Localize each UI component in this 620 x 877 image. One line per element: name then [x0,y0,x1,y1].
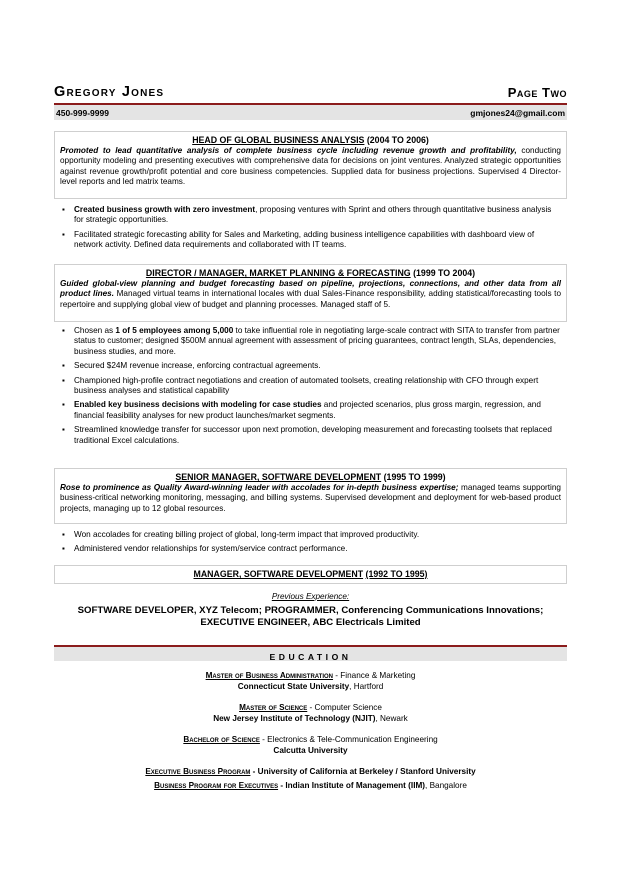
role-title: MANAGER, SOFTWARE DEVELOPMENT (1992 TO 1995) [193,569,428,579]
list-item: ▪ Championed high-profile contract negotiations and creation of automated toolsets, creating relationship with CFO through expert business analyses and statistical capability [62,376,560,397]
program-entry: Executive Business Program - University of California at Berkeley / Stanford University [145,767,476,776]
role-bullets [62,530,560,559]
contact-bar [54,103,567,120]
list-item: ▪ Secured $24M revenue increase, enforcing contractual agreements. [62,361,560,371]
list-item: ▪ Enabled key business decisions with modeling for case studies and projected scenarios, plus gross margin, regression, and financial feasibility analyses for new product launches/market segments. [62,400,560,421]
list-item: ▪ Streamlined knowledge transfer for successor upon next promotion, developing measurement and forecasting toolsets that replaced traditional Excel calculations. [62,425,560,446]
previous-experience-label: Previous Experience: [271,592,350,601]
list-item: ▪ Facilitated strategic forecasting ability for Sales and Marketing, adding business intelligence capabilities with dashboard view of network activity. Defined data requirements and collaborated with IT teams. [62,230,560,251]
role-title: HEAD OF GLOBAL BUSINESS ANALYSIS (2004 TO 2006) [192,135,429,145]
education-entry: Master of Business Administration - Finance & Marketing Connecticut State University, Hartford [205,671,416,691]
role-bullets [62,326,560,450]
education-entry: Bachelor of Science - Electronics & Tele-Communication Engineering Calcutta University [183,735,438,755]
program-entry: Business Program for Executives - Indian Institute of Management (IIM), Bangalore [154,781,467,790]
resume-header [54,84,567,102]
education-entry: Master of Science - Computer Science New Jersey Institute of Technology (NJIT), Newark [213,703,408,723]
role-summary: Guided global-view planning and budget forecasting based on pipeline, projections, connections, and other data from all product lines. Managed virtual teams in international locales with dual Sales-Finance responsibility, adding statistical/forecasting tools to repertoire and supplying global view of budget and planning processes. Managed staff of 5. [60,279,561,309]
role-title: DIRECTOR / MANAGER, MARKET PLANNING & FORECASTING (1999 TO 2004) [145,268,476,278]
role-bullets [62,205,560,255]
role-box-director [54,264,567,322]
previous-experience: SOFTWARE DEVELOPER, XYZ Telecom; PROGRAMMER, Conferencing Communications Innovations; EXECUTIVE ENGINEER, ABC Electricals Limited [77,605,544,628]
role-box-manager [54,565,567,584]
list-item: ▪ Administered vendor relationships for system/service contract performance. [62,544,560,554]
list-item: ▪ Created business growth with zero investment, proposing ventures with Sprint and others through quantitative business analysis for strategic opportunities. [62,205,560,226]
list-item: ▪ Won accolades for creating billing project of global, long-term impact that improved productivity. [62,530,560,540]
role-box-head-of-analysis [54,131,567,199]
role-box-senior-manager [54,468,567,524]
role-summary: Rose to prominence as Quality Award-winning leader with accolades for in-depth business expertise; managed teams supporting business-critical networking monitoring, messaging, and billing systems. Supervised development and deployment for web-based product projects, managing up to 12 global resources. [60,483,561,513]
list-item: ▪ Chosen as 1 of 5 employees among 5,000 to take influential role in negotiating large-scale contract with SITA to transfer from partner status to customer; designed $500M annual agreement with assessment of pricing guarantees, contract length, SLAs, dependencies, business studies, and more. [62,326,560,357]
role-title: SENIOR MANAGER, SOFTWARE DEVELOPMENT (1995 TO 1999) [175,472,446,482]
education-heading: EDUCATION [269,652,352,662]
page-label: Page Two [507,85,567,100]
email-address: gmjones24@gmail.com [470,108,565,118]
phone-number: 450-999-9999 [56,108,109,118]
role-summary: Promoted to lead quantitative analysis of complete business cycle including revenue growth and profitability, conducting opportunity modeling and presenting executives with comprehensive data for decisions on joint ventures. Analyzed strategic opportunities against revenue growth/profit potential and core business competencies. Supplied data for business projections. Supervised 4 Director-level reports and led matrix teams. [60,146,561,187]
candidate-name: Gregory Jones [54,84,165,100]
education-heading-bar [54,645,567,661]
